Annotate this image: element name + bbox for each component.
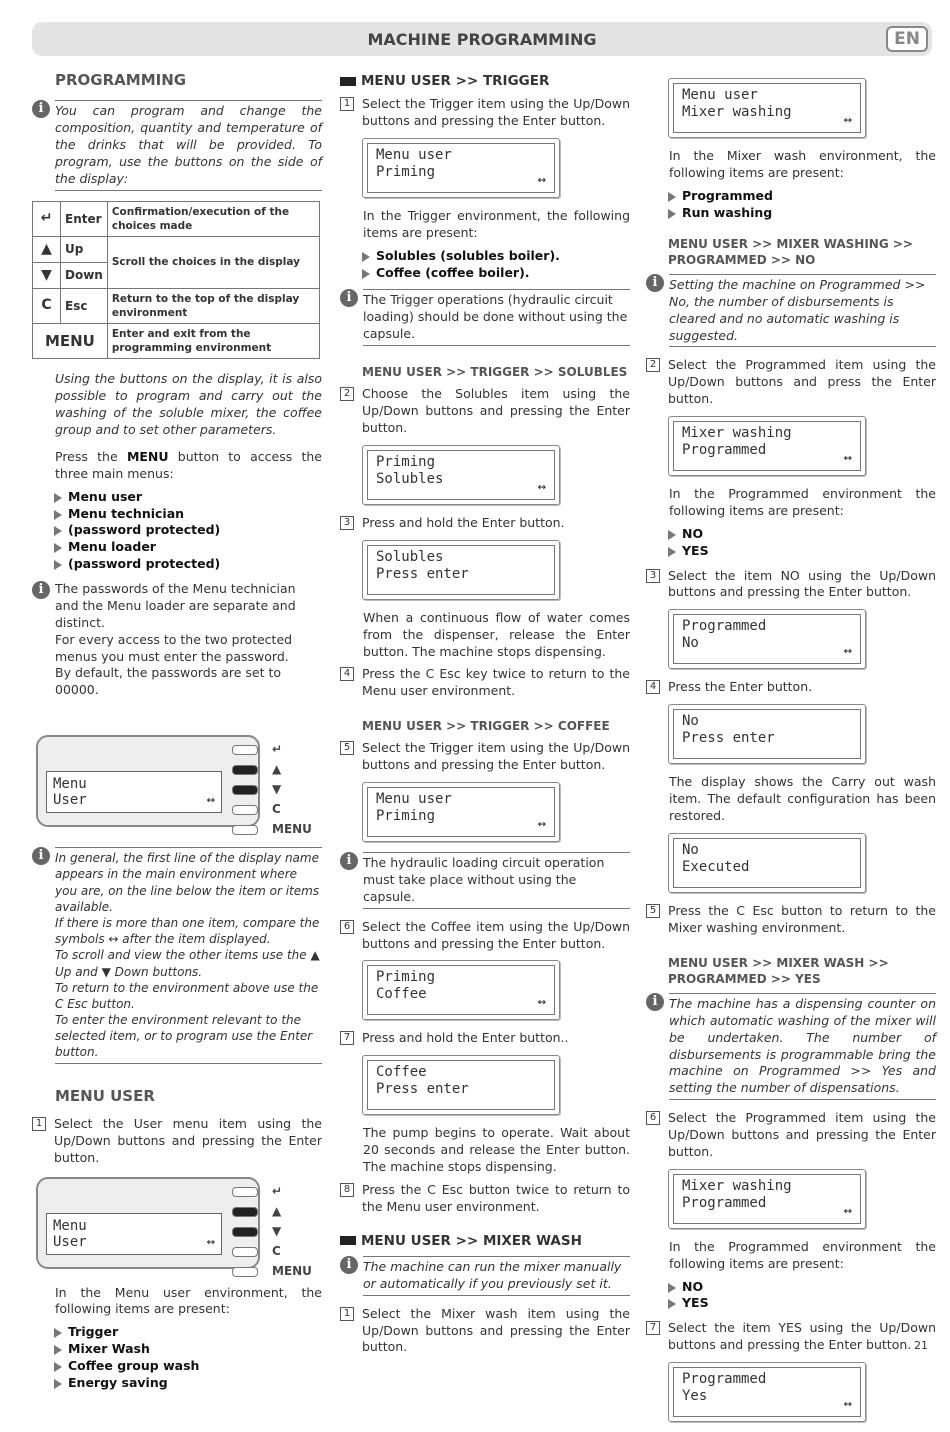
step-8: 8 Press the C Esc button twice to return to the Menu user environment.: [340, 1182, 630, 1216]
lcd-display: Menu user Priming ↔: [362, 782, 560, 842]
info-note: i The machine has a dispensing counter on which automatic washing of the mixer will be undertaken. The number of disbursements is programmable bring the machine on Programmed >> Yes and setting the number of dispensations.: [646, 993, 936, 1100]
info-icon: i: [340, 852, 358, 870]
esc-button[interactable]: [232, 805, 258, 815]
up-icon: ▲: [272, 762, 282, 777]
step-1: 1 Select the Mixer wash item using the Up/Down buttons and pressing the Enter button.: [340, 1306, 630, 1357]
step-4: 4 Press the C Esc key twice to return to the Menu user environment.: [340, 666, 630, 700]
info-icon: i: [646, 274, 664, 292]
step-7: 7 Select the item YES using the Up/Down buttons and pressing the Enter button.: [646, 1320, 936, 1354]
step-2: 2 Select the Programmed item using the Up/Down buttons and press the Enter button.: [646, 357, 936, 408]
step-5: 5 Select the Trigger item using the Up/Down buttons and pressing the Enter button.: [340, 740, 630, 774]
programmed-items: NO YES: [668, 1279, 936, 1313]
enter-icon: ↵: [272, 742, 283, 757]
down-icon: ▼: [272, 782, 282, 797]
step-7: 7 Press and hold the Enter button..: [340, 1030, 630, 1047]
info-note: i The hydraulic loading circuit operation must take place without using the capsule.: [340, 852, 630, 909]
lcd-display: Mixer washing Programmed ↔: [668, 416, 866, 476]
enter-icon: ↵: [272, 1183, 283, 1198]
down-button[interactable]: [232, 785, 258, 795]
step-5: 5 Press the C Esc button to return to the Mixer washing environment.: [646, 903, 936, 937]
display-screen: Menu User ↔: [46, 1213, 222, 1255]
step-3: 3 Press and hold the Enter button.: [340, 515, 630, 532]
info-note: i In general, the first line of the display name appears in the main environment where you are, on the line below the item or items available. If there is more than one item, compare the symbols ↔ after the item displayed. To scroll and view the other items use the ▲ Up and ▼ Down buttons. To return to the environment above use the C Esc button. To enter the environment relevant to the selected item, or to program use the Enter button.: [32, 847, 322, 1063]
language-badge: EN: [886, 26, 928, 52]
column-left: [32, 68, 322, 1400]
control-panel: Menu User ↔ ↵ ▲ ▼ C MENU: [32, 733, 322, 829]
info-icon: i: [646, 993, 664, 1011]
esc-button[interactable]: [232, 1247, 258, 1257]
lcd-display: Solubles Press enter: [362, 540, 560, 600]
lcd-display: Menu user Mixer washing ↔: [668, 78, 866, 138]
info-note: i The passwords of the Menu technician and the Menu loader are separate and distinct. For every access to the two protected menus you must enter the password. By default, the passwords are set to 00000.: [32, 581, 322, 699]
lcd-display: No Executed: [668, 833, 866, 893]
section-title: PROGRAMMING: [55, 71, 187, 89]
paragraph: Press the MENU button to access the three main menus:: [55, 448, 322, 481]
menu-button[interactable]: [232, 1267, 258, 1277]
section-heading: MENU USER >> MIXER WASH >> PROGRAMMED >> YES: [668, 955, 889, 986]
lcd-display: Priming Coffee ↔: [362, 960, 560, 1020]
lcd-display: Mixer washing Programmed ↔: [668, 1169, 866, 1229]
step-3: 3 Select the item NO using the Up/Down buttons and pressing the Enter button.: [646, 568, 936, 602]
section-heading: MENU USER >> MIXER WASHING >> PROGRAMMED >> NO: [668, 236, 913, 267]
info-icon: i: [32, 100, 50, 118]
down-button[interactable]: [232, 1227, 258, 1237]
info-note: i You can program and change the composition, quantity and temperature of the drinks that will be provided. To program, use the buttons on the side of the display:: [32, 100, 322, 190]
menu-user-items: Trigger Mixer Wash Coffee group wash Energy saving: [54, 1324, 322, 1392]
info-icon: i: [32, 847, 50, 865]
control-panel: Menu User ↔ ↵ ▲ ▼ C MENU: [32, 1175, 322, 1271]
step-1: 1 Select the Trigger item using the Up/Down buttons and pressing the Enter button.: [340, 96, 630, 130]
up-icon: ▲: [272, 1203, 282, 1218]
lcd-display: Menu user Priming ↔: [362, 138, 560, 198]
column-right: Menu user Mixer washing ↔ In the Mixer wash environment, the following items are present: Programmed Run washing MENU USER >> MIXER WASHING >> PROGRAMMED >> NO i Setting the machine on Programmed >> No, the number of disbursements is cleared and no automatic washing is suggested. 2 Select the Programmed item using the Up/Down buttons and press the Enter button. Mixer washing Programmed ↔ In the Programmed environment the following items are present: NO YES 3 Select the item NO using the Up/Down buttons and pressing the Enter button. Programmed No ↔ 4 Press the Enter button. No Press enter The display shows the Carry out wash item. The default configuration has been restored. No Executed 5 Press the C Esc button to return to the Mixer washing environment. MENU USER >> MIXER WASH >> PROGRAMMED >> YES i The machine has a dispensing counter on which automatic washing of the mixer will be undertaken. The number of disbursements is programmable bring the machine on Programmed >> Yes and setting the number of dispensations. 6 Select the Programmed item using the Up/Down buttons and pressing the Enter button. Mixer washing Programmed ↔ In the Programmed environment the following items are present: NO YES 7 Select the item YES using the Up/Down buttons and pressing the Enter button. Programmed Yes ↔: [646, 78, 936, 1432]
info-icon: i: [340, 1256, 358, 1274]
programmed-items: NO YES: [668, 526, 936, 560]
info-note: i The Trigger operations (hydraulic circuit loading) should be done without using the capsule.: [340, 289, 630, 346]
up-button[interactable]: [232, 765, 258, 775]
section-heading: MENU USER >> TRIGGER >> COFFEE: [362, 719, 610, 734]
trigger-items: Solubles (solubles boiler). Coffee (coffee boiler).: [362, 248, 630, 282]
page-title: MACHINE PROGRAMMING: [367, 30, 597, 49]
menu-button[interactable]: [232, 825, 258, 835]
info-note: i Setting the machine on Programmed >> No, the number of disbursements is cleared and no automatic washing is suggested.: [646, 274, 936, 348]
lcd-display: Priming Solubles ↔: [362, 445, 560, 505]
info-note: i The machine can run the mixer manually or automatically if you previously set it.: [340, 1256, 630, 1296]
column-middle: MENU USER >> TRIGGER 1 Select the Trigger item using the Up/Down buttons and pressing the Enter button. Menu user Priming ↔ In the Trigger environment, the following items are present: Solubles (solubles boiler). Coffee (coffee boiler). i The Trigger operations (hydraulic circuit loading) should be done without using the capsule. MENU USER >> TRIGGER >> SOLUBLES 2 Choose the Solubles item using the Up/Down buttons and pressing the Enter button. Priming Solubles ↔ 3 Press and hold the Enter button. Solubles Press enter When a continuous flow of water comes from the dispenser, release the Enter button. The machine stops dispensing. 4 Press the C Esc key twice to return to the Menu user environment. MENU USER >> TRIGGER >> COFFEE 5 Select the Trigger item using the Up/Down buttons and pressing the Enter button. Menu user Priming ↔ i The hydraulic loading circuit operation must take place without using the capsule. 6 Select the Coffee item using the Up/Down buttons and pressing the Enter button. Priming Coffee ↔ 7 Press and hold the Enter button.. Coffee Press enter The pump begins to operate. Wait about 20 seconds and release the Enter button. The machine stops dispensing. 8 Press the C Esc button twice to return to the Menu user environment. MENU USER >> MIXER WASH i The machine can run the mixer manually or automatically if you previously set it. 1 Select the Mixer wash item using the Up/Down buttons and pressing the Enter button.: [340, 68, 630, 1364]
down-icon: ▼: [33, 262, 61, 288]
enter-button[interactable]: [232, 1187, 258, 1197]
down-icon: ▼: [272, 1223, 282, 1238]
paragraph: Using the buttons on the display, it is also possible to program and carry out the washing of the soluble mixer, the coffee group and to set other parameters.: [55, 371, 322, 438]
lcd-display: Programmed Yes ↔: [668, 1362, 866, 1422]
step-6: 6 Select the Coffee item using the Up/Down buttons and pressing the Enter button.: [340, 919, 630, 953]
buttons-table: ↵ Enter Confirmation/execution of the choices made ▲ Up Scroll the choices in the display ▼ Down C Esc Return to the top of the display environment MENU Enter and exit from the programming environment: [32, 201, 320, 360]
main-menus-list: Menu user Menu technician (password protected) Menu loader (password protected): [54, 489, 322, 573]
section-heading: MENU USER >> MIXER WASH: [362, 1232, 630, 1250]
up-button[interactable]: [232, 1207, 258, 1217]
enter-icon: ↵: [33, 201, 61, 236]
step-4: 4 Press the Enter button.: [646, 679, 936, 696]
step-1: 1 Select the User menu item using the Up/Down buttons and pressing the Enter button.: [32, 1116, 322, 1167]
section-heading: MENU USER >> TRIGGER >> SOLUBLES: [362, 365, 628, 380]
paragraph: In the Menu user environment, the following items are present:: [55, 1284, 322, 1317]
page-header: [32, 22, 932, 56]
info-icon: i: [32, 581, 50, 599]
info-icon: i: [340, 289, 358, 307]
section-title: MENU USER: [55, 1086, 155, 1105]
esc-icon: C: [33, 288, 61, 323]
page-number: 21: [914, 1339, 928, 1353]
lcd-display: Programmed No ↔: [668, 609, 866, 669]
display-screen: Menu User ↔: [46, 771, 222, 813]
lcd-display: No Press enter: [668, 704, 866, 764]
step-6: 6 Select the Programmed item using the Up/Down buttons and pressing the Enter button.: [646, 1110, 936, 1161]
up-icon: ▲: [33, 236, 61, 262]
mixer-wash-items: Programmed Run washing: [668, 188, 936, 222]
step-2: 2 Choose the Solubles item using the Up/Down buttons and pressing the Enter button.: [340, 386, 630, 437]
enter-button[interactable]: [232, 745, 258, 755]
section-heading: MENU USER >> TRIGGER: [362, 72, 630, 90]
lcd-display: Coffee Press enter: [362, 1055, 560, 1115]
